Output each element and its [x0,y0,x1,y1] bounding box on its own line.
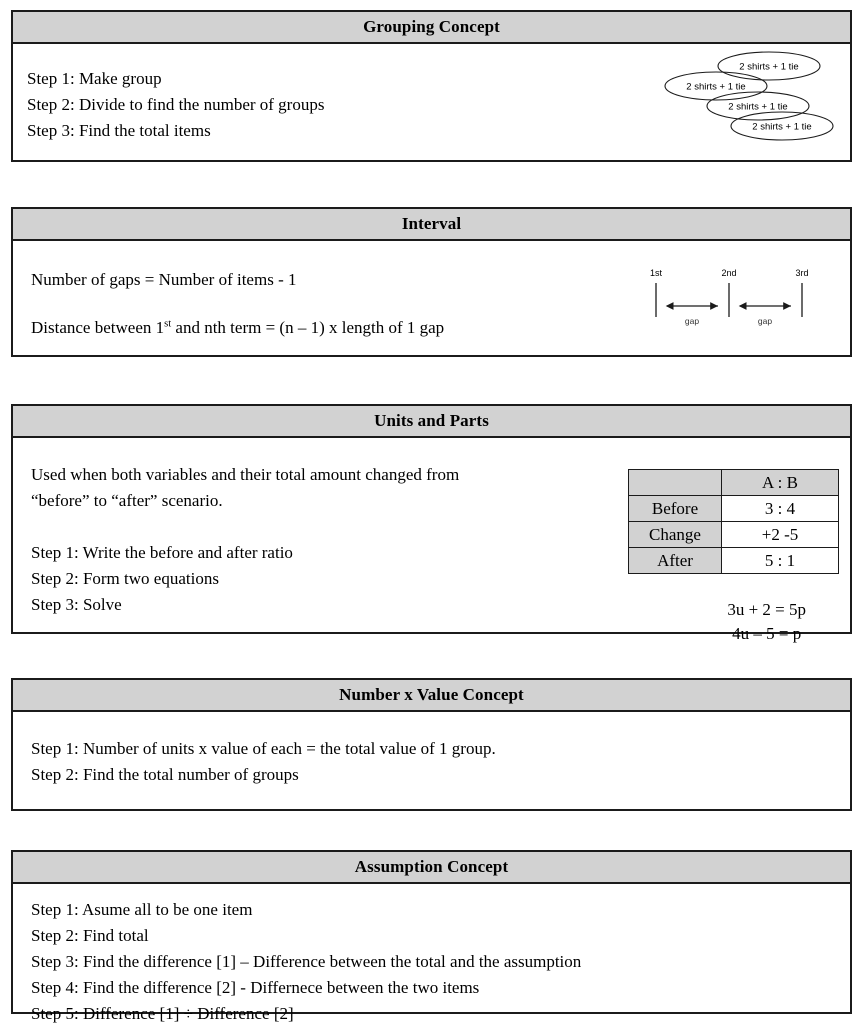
row-value-change: +2 -5 [722,522,839,548]
row-label-change: Change [629,522,722,548]
equation-line: 3u + 2 = 5p [727,600,806,619]
ellipse-label: 2 shirts + 1 tie [739,61,799,73]
step-item: Step 3: Find the difference [1] – Difference between the total and the assumption [31,952,582,971]
section-number-x-value [11,678,852,811]
units-left-column [31,462,631,618]
section-header-number-x-value: Number x Value Concept [13,680,850,712]
row-label-after: After [629,548,722,574]
section-body-grouping [13,44,850,161]
step-item: Step 2: Find the total number of groups [31,765,299,784]
row-value-before: 3 : 4 [722,496,839,522]
gap-label: gap [757,316,773,326]
section-body-number-x-value [13,712,850,810]
step-item: Step 2: Find total [31,926,149,945]
step-item: Step 4: Find the difference [2] - Differnece between the two items [31,978,480,997]
section-units-and-parts [11,404,852,643]
table-corner-cell [629,470,722,496]
tick-label: 1st [649,268,663,278]
units-equations [727,598,806,646]
units-description [31,462,631,514]
overlapping-ellipses-diagram [654,48,840,152]
gap-label: gap [684,316,700,326]
description-line: Used when both variables and their total amount changed from [31,465,460,484]
section-assumption-concept [11,850,852,1023]
steps-list-assumption [31,897,850,1027]
ellipse-label: 2 shirts + 1 tie [752,121,812,133]
tick-label: 2nd [721,268,737,278]
step-item: Step 3: Solve [31,595,122,614]
row-value-after: 5 : 1 [722,548,839,574]
section-header-assumption: Assumption Concept [13,852,850,884]
tick-label: 3rd [795,268,809,278]
formula-prefix: Distance between 1 [31,318,165,337]
section-header-units-and-parts: Units and Parts [13,406,850,438]
formula-suffix: and nth term = (n – 1) x length of 1 gap [171,318,445,337]
ordinal-suffix: st [164,318,172,330]
table-header-ratio: A : B [722,470,839,496]
step-item: Step 2: Form two equations [31,569,219,588]
table-row [629,470,839,496]
row-label-before: Before [629,496,722,522]
ellipse-label: 2 shirts + 1 tie [686,81,746,93]
section-body-assumption [13,884,850,1023]
description-line: “before” to “after” scenario. [31,491,223,510]
table-row [629,496,839,522]
ellipse-label: 2 shirts + 1 tie [728,101,788,113]
section-body-units-and-parts [13,438,850,643]
table-row [629,522,839,548]
equation-line: 4u – 5 = p [732,624,802,643]
before-after-ratio-table [628,469,839,574]
section-grouping-concept [11,10,852,162]
step-item: Step 1: Asume all to be one item [31,900,253,919]
step-item: Step 1: Make group [27,69,162,88]
step-item: Step 1: Write the before and after ratio [31,543,293,562]
section-header-interval: Interval [13,209,850,241]
step-item: Step 5: Difference [1] ÷ Difference [2] [31,1004,294,1023]
table-row [629,548,839,574]
steps-list-units [31,540,631,618]
interval-gap-diagram [640,265,818,335]
steps-list-number-x-value [31,736,850,788]
interval-formula-gaps: Number of gaps = Number of items - 1 [31,270,297,289]
section-interval [11,207,852,357]
step-item: Step 1: Number of units x value of each = the total value of 1 group. [31,739,496,758]
step-item: Step 3: Find the total items [27,121,211,140]
step-item: Step 2: Divide to find the number of groups [27,95,325,114]
section-body-interval [13,241,850,356]
section-header-grouping: Grouping Concept [13,12,850,44]
